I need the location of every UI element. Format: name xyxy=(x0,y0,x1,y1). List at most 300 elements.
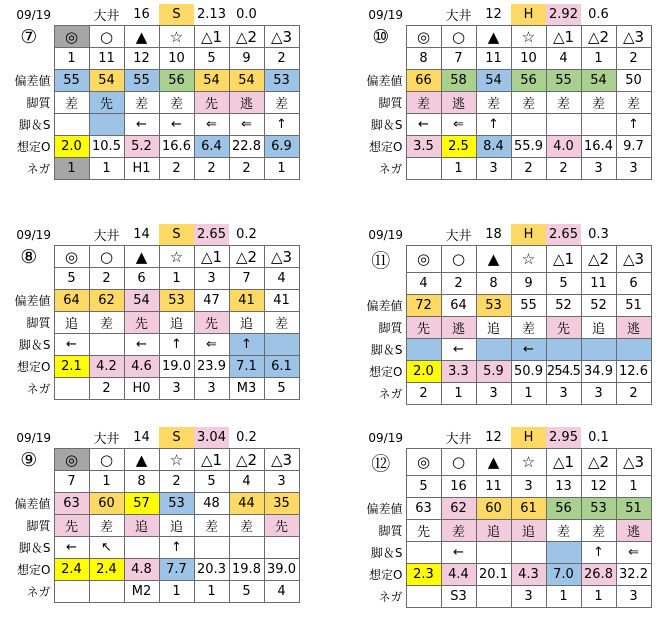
style-row xyxy=(356,317,651,339)
odds-cell: 50.9 xyxy=(511,361,546,383)
race-header xyxy=(4,4,299,26)
odds-cell: 2.4 xyxy=(54,559,89,581)
style-cell: 先 xyxy=(546,317,581,339)
style-cell: 先 xyxy=(54,515,89,537)
race-panel xyxy=(4,4,300,180)
horse-number: 5 xyxy=(194,48,229,70)
row-label: 脚＆S xyxy=(370,118,403,132)
hensachi-cell: 53 xyxy=(581,498,616,520)
ashi-cell: ← xyxy=(441,339,476,361)
mark-cell: ☆ xyxy=(511,26,546,48)
race-number: ⑦ xyxy=(20,25,38,48)
index-value: 3.04 xyxy=(194,427,229,449)
index-value: 2.65 xyxy=(546,224,581,246)
grade-badge: S xyxy=(159,4,194,26)
nega-cell: 3 xyxy=(581,383,616,405)
ashi-cell: ← xyxy=(54,537,89,559)
horse-number: 7 xyxy=(441,48,476,70)
nega-cell: 2 xyxy=(89,378,124,400)
style-row xyxy=(356,520,651,542)
style-cell: 追 xyxy=(581,317,616,339)
nega-cell: 2 xyxy=(159,158,194,180)
odds-cell: 4.0 xyxy=(546,136,581,158)
row-label xyxy=(4,268,54,290)
style-cell: 差 xyxy=(159,92,194,114)
numbers-row xyxy=(356,476,651,498)
style-cell: 追 xyxy=(476,317,511,339)
horse-number: 9 xyxy=(229,48,264,70)
ashi-row xyxy=(356,339,651,361)
nega-cell: 2 xyxy=(616,383,651,405)
odds-cell: 6.9 xyxy=(264,136,299,158)
race-panel xyxy=(4,224,300,400)
style-cell: 追 xyxy=(124,515,159,537)
horse-number: 16 xyxy=(441,476,476,498)
style-cell: 逃 xyxy=(441,317,476,339)
ashi-row xyxy=(356,114,651,136)
nega-cell: H1 xyxy=(124,158,159,180)
nega-cell: 3 xyxy=(581,158,616,180)
hensachi-cell: 56 xyxy=(159,70,194,92)
horse-number: 12 xyxy=(124,48,159,70)
style-cell: 先 xyxy=(124,312,159,334)
ashi-cell: ← xyxy=(159,114,194,136)
style-cell: 先 xyxy=(264,515,299,537)
nega-cell: 1 xyxy=(159,581,194,603)
ashi-cell xyxy=(406,339,441,361)
horse-number: 7 xyxy=(229,268,264,290)
nega-row xyxy=(4,581,299,603)
grade-badge: H xyxy=(511,427,546,449)
mark-cell: △3 xyxy=(264,26,299,48)
hensachi-cell: 53 xyxy=(264,70,299,92)
mark-cell: ▲ xyxy=(124,246,159,268)
hensachi-cell: 53 xyxy=(159,290,194,312)
mark-cell: ◎ xyxy=(406,449,441,476)
row-label: ネガ xyxy=(26,162,51,176)
nega-cell: 3 xyxy=(194,378,229,400)
nega-row xyxy=(356,586,651,608)
mark-cell: △1 xyxy=(546,449,581,476)
odds-cell: 26.8 xyxy=(581,564,616,586)
horse-number: 11 xyxy=(581,273,616,295)
row-label: 脚＆S xyxy=(18,338,51,352)
nega-cell: 1 xyxy=(546,586,581,608)
odds-cell: 4.4 xyxy=(441,564,476,586)
hensachi-cell: 60 xyxy=(89,493,124,515)
spacer xyxy=(264,4,299,26)
row-label: 想定O xyxy=(17,140,51,154)
nega-cell: 1 xyxy=(54,158,89,180)
odds-cell: 10.5 xyxy=(89,136,124,158)
index-value: 2.13 xyxy=(197,7,226,22)
ashi-cell xyxy=(54,114,89,136)
ashi-cell: ↑ xyxy=(476,114,511,136)
style-cell: 差 xyxy=(89,312,124,334)
numbers-row xyxy=(4,48,299,70)
last-value: 0.2 xyxy=(236,227,257,242)
mark-cell: ○ xyxy=(89,449,124,471)
style-cell: 差 xyxy=(441,520,476,542)
style-cell: 差 xyxy=(89,515,124,537)
ashi-cell: ← xyxy=(441,542,476,564)
style-cell: 差 xyxy=(124,92,159,114)
odds-cell: 3.5 xyxy=(406,136,441,158)
horse-number: 6 xyxy=(124,268,159,290)
style-cell: 差 xyxy=(264,92,299,114)
spacer xyxy=(264,224,299,246)
odds-cell: 4.3 xyxy=(511,564,546,586)
odds-row xyxy=(356,564,651,586)
style-cell: 差 xyxy=(581,520,616,542)
odds-cell: 5.2 xyxy=(124,136,159,158)
spacer xyxy=(616,4,651,26)
nega-row xyxy=(356,158,651,180)
odds-cell: 6.1 xyxy=(264,356,299,378)
nega-cell xyxy=(476,586,511,608)
odds-cell: 7.7 xyxy=(159,559,194,581)
nega-cell: 3 xyxy=(476,383,511,405)
horse-number: 4 xyxy=(264,268,299,290)
row-label: 偏差値 xyxy=(14,74,51,88)
mark-cell: ○ xyxy=(441,449,476,476)
hensachi-cell: 62 xyxy=(441,498,476,520)
hensachi-cell: 55 xyxy=(546,70,581,92)
race-header xyxy=(356,224,651,246)
row-label: 脚質 xyxy=(378,96,403,110)
row-label: 脚＆S xyxy=(18,118,51,132)
ashi-cell: ⇐ xyxy=(194,114,229,136)
hensachi-cell: 54 xyxy=(229,70,264,92)
last-value: 0.2 xyxy=(236,430,257,445)
style-cell: 先 xyxy=(194,312,229,334)
row-label xyxy=(356,48,406,70)
mark-cell: △2 xyxy=(581,449,616,476)
ashi-cell xyxy=(89,114,124,136)
ashi-cell: ↑ xyxy=(159,537,194,559)
horse-number: 13 xyxy=(546,476,581,498)
ashi-cell: ↑ xyxy=(616,114,651,136)
row-label: ネガ xyxy=(378,162,403,176)
row-label: 偏差値 xyxy=(14,294,51,308)
row-label: 脚質 xyxy=(26,316,51,330)
horse-number: 7 xyxy=(54,471,89,493)
ashi-cell xyxy=(406,542,441,564)
row-label: 脚質 xyxy=(26,519,51,533)
odds-cell: 2.4 xyxy=(89,559,124,581)
mark-cell: △3 xyxy=(616,26,651,48)
ashi-cell: ← xyxy=(124,114,159,136)
ashi-cell xyxy=(194,537,229,559)
mark-cell: ▲ xyxy=(476,449,511,476)
row-label: ネガ xyxy=(26,382,51,396)
horse-number: 2 xyxy=(89,268,124,290)
mark-cell: △2 xyxy=(581,26,616,48)
odds-cell: 22.8 xyxy=(229,136,264,158)
hensachi-cell: 51 xyxy=(616,498,651,520)
race-date: 09/19 xyxy=(16,7,51,22)
horse-number: 8 xyxy=(124,471,159,493)
horse-number: 10 xyxy=(159,48,194,70)
spacer xyxy=(406,427,441,449)
nega-cell: 2 xyxy=(546,158,581,180)
spacer xyxy=(616,224,651,246)
odds-row xyxy=(4,559,299,581)
style-cell: 追 xyxy=(511,520,546,542)
hensachi-cell: 72 xyxy=(406,295,441,317)
race-panel xyxy=(4,427,300,603)
spacer xyxy=(54,427,89,449)
race-table xyxy=(4,224,300,400)
numbers-row xyxy=(356,48,651,70)
hensachi-cell: 66 xyxy=(406,70,441,92)
odds-row xyxy=(356,361,651,383)
ashi-cell xyxy=(476,339,511,361)
odds-cell: 20.1 xyxy=(476,564,511,586)
mark-cell: ○ xyxy=(441,246,476,273)
horse-number: 5 xyxy=(194,471,229,493)
style-cell: 差 xyxy=(546,92,581,114)
race-date: 09/19 xyxy=(368,430,403,445)
mark-cell: ◎ xyxy=(406,246,441,273)
horse-number: 4 xyxy=(229,471,264,493)
hensachi-cell: 64 xyxy=(441,295,476,317)
mark-cell: △1 xyxy=(194,26,229,48)
nega-cell: 3 xyxy=(159,378,194,400)
mark-cell: ☆ xyxy=(511,246,546,273)
mark-cell: ▲ xyxy=(124,449,159,471)
odds-cell: 7.1 xyxy=(229,356,264,378)
mark-cell: ○ xyxy=(89,26,124,48)
horse-number: 11 xyxy=(476,476,511,498)
last-value: 0.3 xyxy=(588,227,609,242)
mark-cell: △3 xyxy=(616,246,651,273)
row-label: ネガ xyxy=(378,387,403,401)
horse-number: 11 xyxy=(89,48,124,70)
hensachi-row xyxy=(356,295,651,317)
style-cell: 差 xyxy=(476,92,511,114)
style-cell: 差 xyxy=(264,312,299,334)
odds-cell: 5.9 xyxy=(476,361,511,383)
hensachi-cell: 41 xyxy=(229,290,264,312)
row-label: 想定O xyxy=(369,365,403,379)
mark-cell: △3 xyxy=(264,246,299,268)
hensachi-row xyxy=(4,70,299,92)
mark-cell: ☆ xyxy=(511,449,546,476)
horse-number: 2 xyxy=(159,471,194,493)
nega-cell: 1 xyxy=(511,383,546,405)
marks-row xyxy=(356,246,651,273)
style-cell: 差 xyxy=(581,92,616,114)
row-label: 脚＆S xyxy=(18,541,51,555)
odds-cell: 4.6 xyxy=(124,356,159,378)
row-label: 想定O xyxy=(369,568,403,582)
nega-cell: H0 xyxy=(124,378,159,400)
race-table xyxy=(356,4,652,180)
ashi-cell: ↑ xyxy=(159,334,194,356)
mark-cell: △1 xyxy=(194,246,229,268)
race-venue: 大井 xyxy=(93,229,120,244)
race-table xyxy=(356,427,652,608)
horse-number: 1 xyxy=(581,48,616,70)
marks-row xyxy=(356,449,651,476)
hensachi-cell: 35 xyxy=(264,493,299,515)
field-size: 14 xyxy=(133,227,150,242)
race-number: ⑨ xyxy=(20,448,38,471)
odds-cell: 55.9 xyxy=(511,136,546,158)
style-cell: 追 xyxy=(159,515,194,537)
hensachi-row xyxy=(4,290,299,312)
horse-number: 10 xyxy=(511,48,546,70)
ashi-cell xyxy=(546,339,581,361)
race-header xyxy=(356,427,651,449)
mark-cell: ○ xyxy=(89,246,124,268)
odds-cell: 20.3 xyxy=(194,559,229,581)
race-venue: 大井 xyxy=(445,432,472,447)
nega-cell: 3 xyxy=(476,158,511,180)
race-number: ⑫ xyxy=(371,452,391,475)
horse-number: 8 xyxy=(476,273,511,295)
hensachi-cell: 55 xyxy=(511,295,546,317)
hensachi-cell: 48 xyxy=(194,493,229,515)
odds-row xyxy=(356,136,651,158)
race-table xyxy=(4,4,300,180)
hensachi-cell: 50 xyxy=(616,70,651,92)
spacer xyxy=(264,427,299,449)
nega-cell: 3 xyxy=(546,383,581,405)
numbers-row xyxy=(4,268,299,290)
mark-cell: △3 xyxy=(264,449,299,471)
marks-row xyxy=(4,449,299,471)
horse-number: 8 xyxy=(406,48,441,70)
horse-number: 3 xyxy=(194,268,229,290)
odds-cell: 4.2 xyxy=(89,356,124,378)
mark-cell: ○ xyxy=(441,26,476,48)
horse-number: 6 xyxy=(616,273,651,295)
row-label xyxy=(4,471,54,493)
grade-badge: H xyxy=(511,224,546,246)
ashi-cell xyxy=(124,537,159,559)
ashi-cell xyxy=(264,537,299,559)
mark-cell: △3 xyxy=(616,449,651,476)
ashi-cell xyxy=(89,334,124,356)
nega-cell: 1 xyxy=(89,158,124,180)
style-cell: 差 xyxy=(54,92,89,114)
odds-cell: 2.1 xyxy=(54,356,89,378)
last-value: 0.6 xyxy=(588,7,609,22)
grade-badge: S xyxy=(159,224,194,246)
marks-row xyxy=(4,26,299,48)
odds-cell: 39.0 xyxy=(264,559,299,581)
horse-number: 1 xyxy=(54,48,89,70)
style-cell: 差 xyxy=(194,515,229,537)
hensachi-cell: 44 xyxy=(229,493,264,515)
odds-cell: 32.2 xyxy=(616,564,651,586)
nega-cell: S3 xyxy=(441,586,476,608)
row-label: 想定O xyxy=(17,360,51,374)
row-label: 想定O xyxy=(17,563,51,577)
race-panel xyxy=(356,224,652,405)
nega-cell: 3 xyxy=(616,158,651,180)
horse-number: 11 xyxy=(476,48,511,70)
odds-cell: 19.0 xyxy=(159,356,194,378)
nega-cell: 1 xyxy=(581,586,616,608)
ashi-cell: ⇐ xyxy=(616,542,651,564)
ashi-cell: ← xyxy=(406,114,441,136)
marks-row xyxy=(4,246,299,268)
hensachi-row xyxy=(4,493,299,515)
row-label: 脚＆S xyxy=(370,546,403,560)
style-row xyxy=(356,92,651,114)
row-label: ネガ xyxy=(378,590,403,604)
style-cell: 追 xyxy=(159,312,194,334)
horse-number: 3 xyxy=(511,476,546,498)
nega-cell xyxy=(54,581,89,603)
ashi-row xyxy=(4,334,299,356)
hensachi-cell: 61 xyxy=(511,498,546,520)
index-value: 2.95 xyxy=(546,427,581,449)
hensachi-cell: 63 xyxy=(406,498,441,520)
race-header xyxy=(4,427,299,449)
race-venue: 大井 xyxy=(445,9,472,24)
style-cell: 逃 xyxy=(441,92,476,114)
ashi-cell xyxy=(546,542,581,564)
nega-cell: 1 xyxy=(264,158,299,180)
row-label: 偏差値 xyxy=(366,502,403,516)
odds-cell: 8.4 xyxy=(476,136,511,158)
row-label: 脚質 xyxy=(378,524,403,538)
odds-row xyxy=(4,356,299,378)
index-value: 2.92 xyxy=(546,4,581,26)
nega-row xyxy=(4,378,299,400)
odds-cell: 2.0 xyxy=(54,136,89,158)
mark-cell: ☆ xyxy=(159,246,194,268)
ashi-cell: ⇐ xyxy=(194,334,229,356)
nega-cell: 1 xyxy=(441,158,476,180)
race-table xyxy=(356,224,652,405)
mark-cell: ◎ xyxy=(54,449,89,471)
hensachi-cell: 62 xyxy=(89,290,124,312)
numbers-row xyxy=(356,273,651,295)
ashi-cell xyxy=(264,334,299,356)
ashi-cell: ↑ xyxy=(581,542,616,564)
horse-number: 2 xyxy=(616,48,651,70)
hensachi-cell: 64 xyxy=(54,290,89,312)
nega-row xyxy=(356,383,651,405)
ashi-cell: ← xyxy=(511,339,546,361)
mark-cell: ◎ xyxy=(406,26,441,48)
field-size: 16 xyxy=(133,7,150,22)
ashi-row xyxy=(4,114,299,136)
spacer xyxy=(616,427,651,449)
nega-cell: 2 xyxy=(511,158,546,180)
nega-cell: 4 xyxy=(264,581,299,603)
style-cell: 追 xyxy=(54,312,89,334)
odds-cell: 2.0 xyxy=(406,361,441,383)
ashi-cell: ← xyxy=(54,334,89,356)
mark-cell: ▲ xyxy=(476,26,511,48)
nega-cell: 3 xyxy=(616,586,651,608)
ashi-cell: ← xyxy=(124,334,159,356)
row-label: 偏差値 xyxy=(14,497,51,511)
nega-cell xyxy=(406,158,441,180)
style-row xyxy=(4,312,299,334)
mark-cell: △2 xyxy=(229,449,264,471)
odds-cell: 34.9 xyxy=(581,361,616,383)
mark-cell: △1 xyxy=(194,449,229,471)
hensachi-cell: 60 xyxy=(476,498,511,520)
spacer xyxy=(406,4,441,26)
